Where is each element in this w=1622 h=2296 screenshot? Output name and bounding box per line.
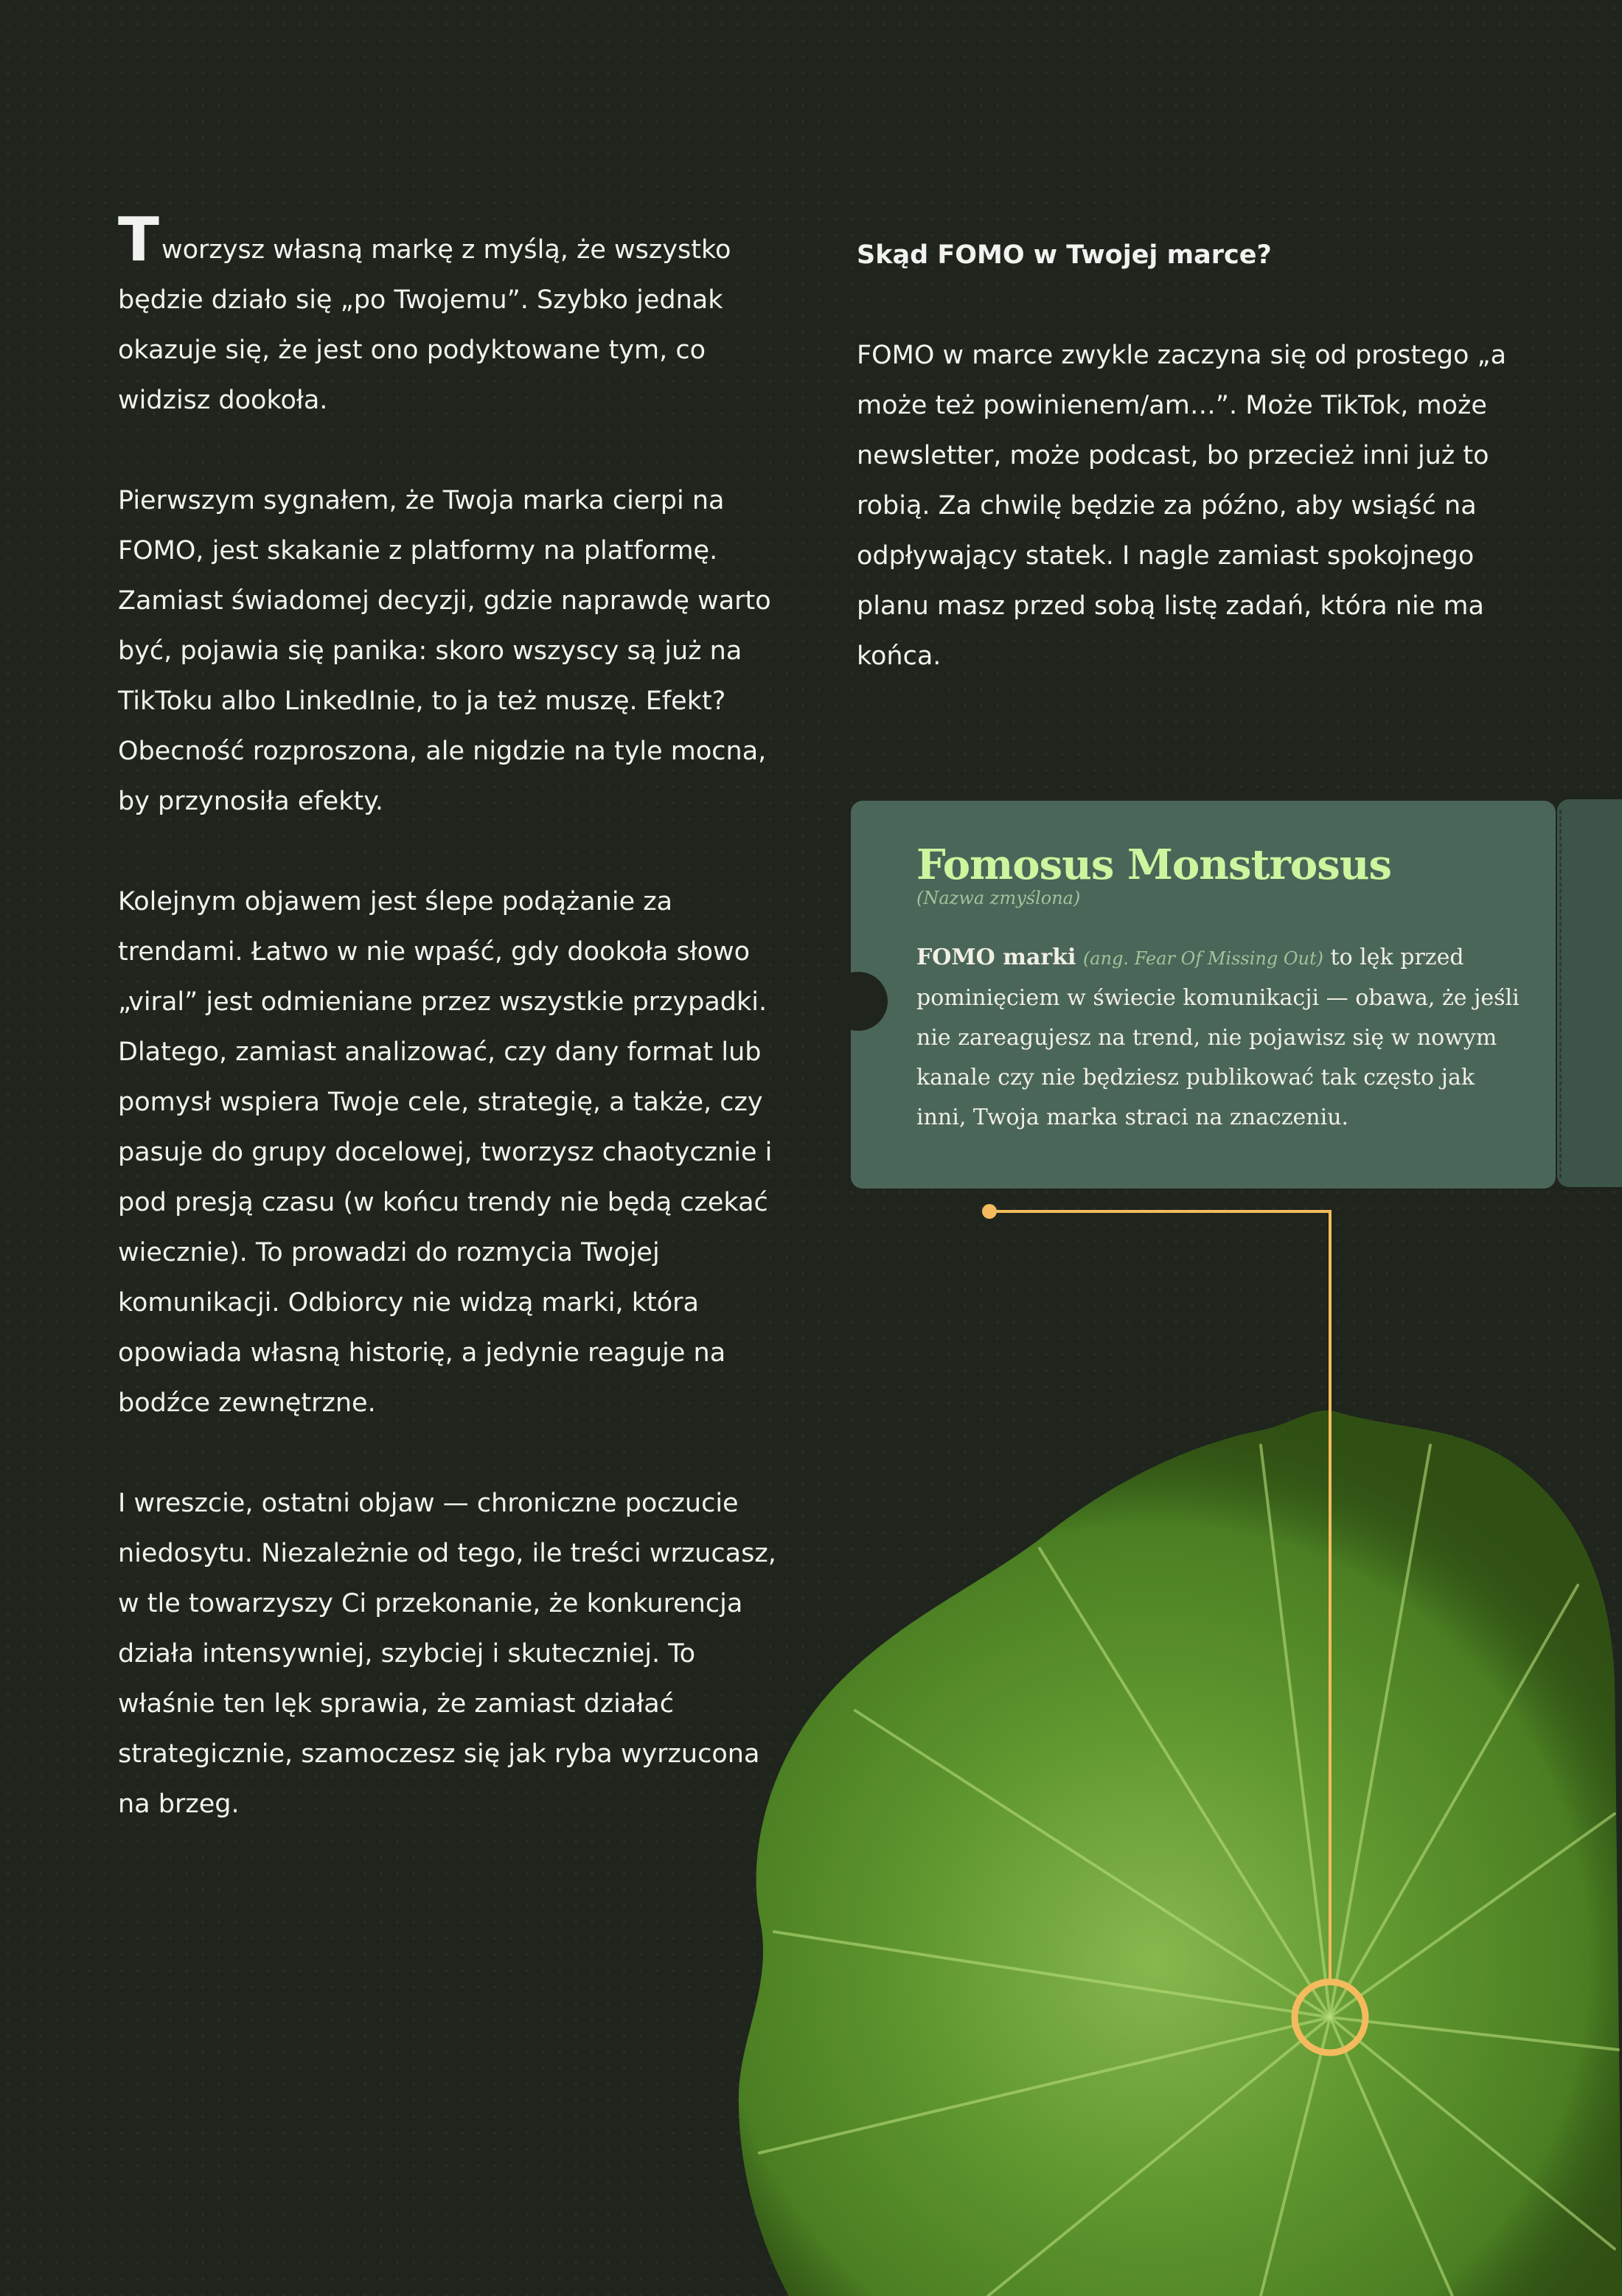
article-paragraph-3: Kolejnym objawem jest ślepe podążanie za trendami. Łatwo w nie wpaść, gdy dookoła słowo „viral” jest odmieniane przez wszystkie przypadki. Dlatego, zamiast analizować, czy dany format lub pomysł wspiera Twoje cele, strategię, a także, czy pasuje do grupy docelowej, tworzysz chaotycznie i pod presją czasu (w końcu trendy nie będą czekać wiecznie). To prowadzi do rozmycia Twojej komunikacji. Odbiorcy nie widzą marki, która opowiada własną historię, a jedynie reaguje na bodźce zewnętrzne. — [118, 887, 773, 1418]
card-title: Fomosus Monstrosus — [916, 841, 1391, 889]
article-paragraph-1-text: worzysz własną markę z myślą, że wszystko będzie działo się „po Twojemu”. Szybko jednak okazuje się, że jest ono podyktowane tym, co widzisz dookoła. — [118, 235, 731, 415]
card-subtitle: (Nazwa zmyślona) — [916, 888, 1081, 908]
card-definition-text: to lęk przed pominięciem w świecie komunikacji — obawa, że jeśli nie zareagujesz na trend, nie pojawisz się w nowym kanale czy nie będziesz publikować tak często jak inni, Twoja marka straci na znaczeniu. — [916, 945, 1520, 1130]
article-paragraph-2: Pierwszym sygnałem, że Twoja marka cierpi na FOMO, jest skakanie z platformy na platformę. Zamiast świadomej decyzji, gdzie naprawdę warto być, pojawia się panika: skoro wszyscy są już na TikToku albo LinkedInie, to ja też muszę. Efekt? Obecność rozproszona, ale nigdzie na tyle mocna, by przynosiła efekty. — [118, 486, 771, 816]
card-term-english: (ang. Fear Of Missing Out) — [1082, 948, 1323, 969]
sidebar-heading: Skąd FOMO w Twojej marce? — [857, 240, 1272, 270]
drop-cap: T — [118, 205, 159, 275]
leaf-center-ring — [1295, 1982, 1365, 2053]
article-paragraph-4: I wreszcie, ostatni objaw — chroniczne poczucie niedosytu. Niezależnie od tego, ile treści wrzucasz, w tle towarzyszy Ci przekonanie, że konkurencja działa intensywniej, szybciej i skuteczniej. To właśnie ten lęk sprawia, że zamiast działać strategicznie, szamoczesz się jak ryba wyrzucona na brzeg. — [118, 1489, 776, 1819]
connector-line — [989, 1211, 1330, 1982]
sidebar-paragraph: FOMO w marce zwykle zaczyna się od prostego „a może też powinienem/am…”. Może TikTok, może newsletter, może podcast, bo przecież inni już to robią. Za chwilę będzie za późno, aby wsiąść na odpływający statek. I nagle zamiast spokojnego planu masz przed sobą listę zadań, która nie ma końca. — [857, 341, 1507, 671]
card-term: FOMO marki — [916, 945, 1076, 970]
